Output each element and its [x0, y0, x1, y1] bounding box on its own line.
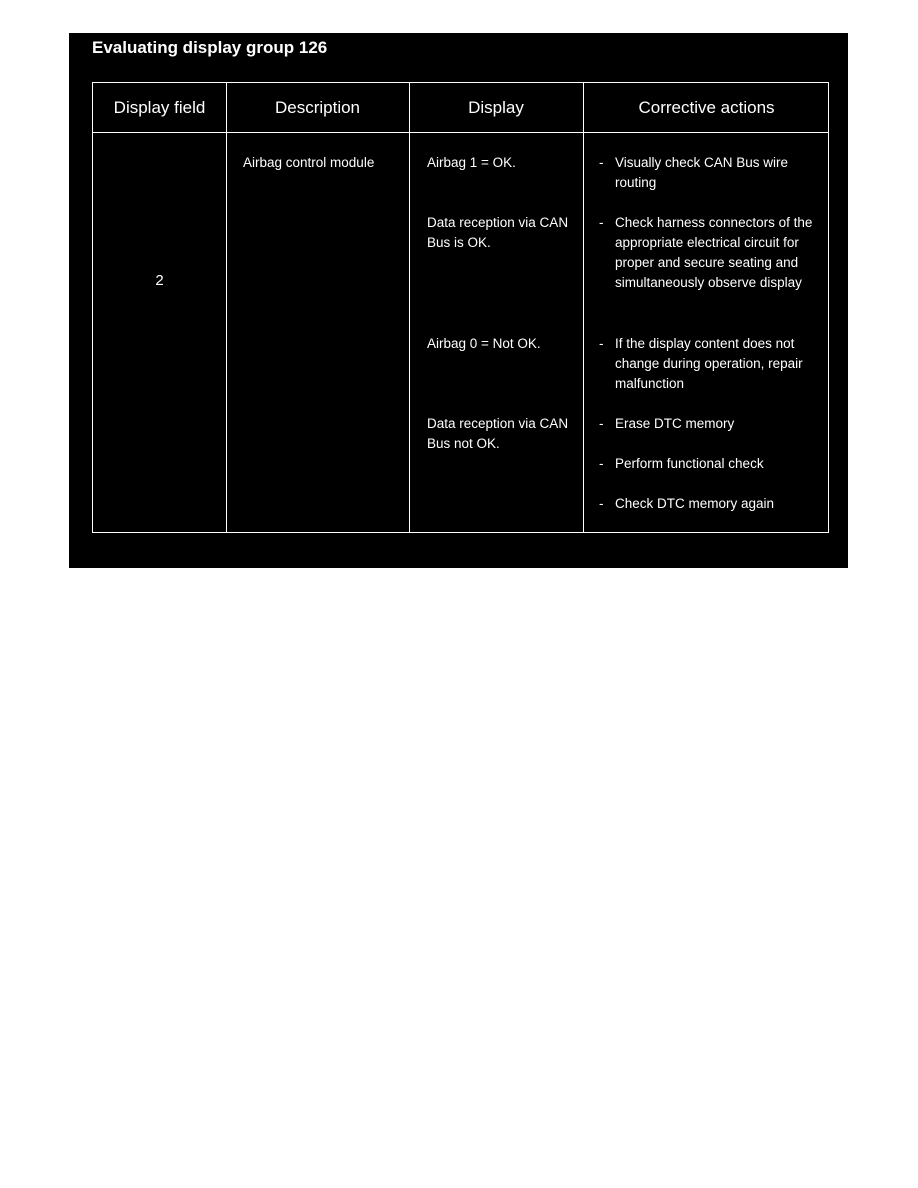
column-divider — [226, 83, 227, 532]
bullet-dash: - — [599, 336, 604, 351]
corrective-action-text: Visually check CAN Bus wire routing — [615, 155, 789, 190]
column-divider — [409, 83, 410, 532]
figure-title: Evaluating display group 126 — [92, 38, 328, 57]
display-value-1: Airbag 1 = OK. — [427, 155, 516, 170]
display-group-table — [92, 82, 829, 533]
bullet-dash: - — [599, 456, 604, 471]
corrective-action-text: Erase DTC memory — [615, 416, 735, 431]
bullet-dash: - — [599, 496, 604, 511]
corrective-action-text: Check harness connectors of the appropriate electrical circuit for proper and secure seating and simultaneously observe display — [615, 215, 813, 290]
display-value-4: Data reception via CAN Bus not OK. — [427, 416, 569, 451]
corrective-action-text: Perform functional check — [615, 456, 764, 471]
description-value: Airbag control module — [243, 155, 375, 170]
corrective-action-text: Check DTC memory again — [615, 496, 775, 511]
bullet-dash: - — [599, 155, 604, 170]
column-divider — [583, 83, 584, 532]
figure-panel — [69, 33, 848, 568]
header-description: Description — [274, 97, 361, 117]
bullet-dash: - — [599, 215, 604, 230]
display-value-2: Data reception via CAN Bus is OK. — [427, 215, 569, 250]
header-display: Display — [468, 97, 524, 117]
header-corrective-actions: Corrective actions — [638, 97, 775, 117]
display-field-value: 2 — [155, 272, 164, 289]
corrective-action-text: If the display content does not change during operation, repair malfunction — [615, 336, 803, 391]
header-display-field: Display field — [113, 97, 206, 117]
display-value-3: Airbag 0 = Not OK. — [427, 336, 541, 351]
header-divider — [93, 132, 828, 133]
bullet-dash: - — [599, 416, 604, 431]
